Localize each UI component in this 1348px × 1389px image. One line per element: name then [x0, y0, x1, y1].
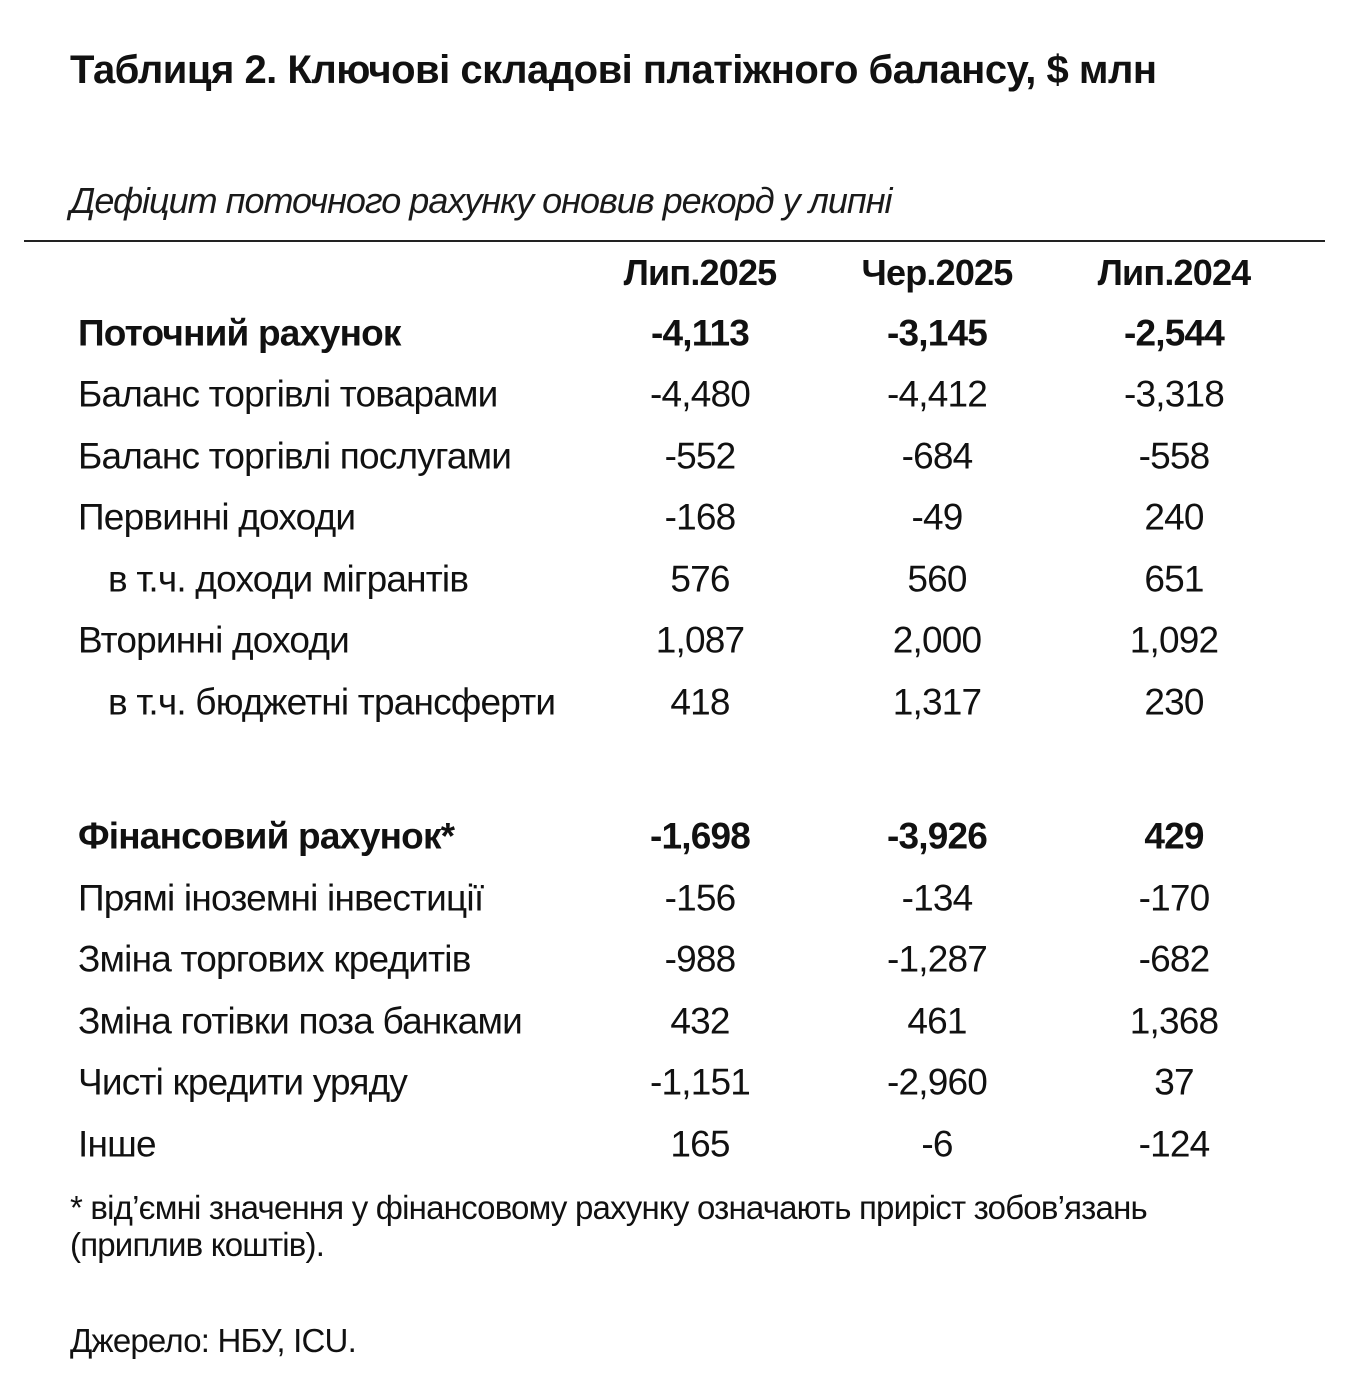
row-value: 1,368 — [1129, 1000, 1219, 1042]
row-value: -1,287 — [886, 938, 988, 980]
row-value: -3,318 — [1123, 373, 1225, 415]
table-row — [0, 990, 1348, 1052]
row-value: 418 — [670, 681, 730, 723]
row-value: -2,544 — [1123, 312, 1225, 354]
row-value: -988 — [664, 938, 736, 980]
row-label: Баланс торгівлі товарами — [78, 373, 498, 415]
column-header: Лип.2024 — [1097, 252, 1251, 293]
row-value: -1,698 — [649, 815, 751, 857]
row-label: в т.ч. доходи мігрантів — [108, 558, 469, 600]
row-value: -168 — [664, 496, 736, 538]
financial-account-total-row — [0, 806, 1348, 868]
row-value: 230 — [1144, 681, 1204, 723]
row-label: Фінансовий рахунок* — [78, 815, 455, 857]
row-label: Зміна торгових кредитів — [78, 938, 471, 980]
row-value: -4,412 — [886, 373, 988, 415]
row-value: -558 — [1138, 435, 1210, 477]
row-label: в т.ч. бюджетні трансферти — [108, 681, 556, 723]
table-title: Таблиця 2. Ключові складові платіжного балансу, $ млн — [70, 48, 1157, 92]
source-note: Джерело: НБУ, ICU. — [70, 1322, 356, 1359]
row-value: 651 — [1144, 558, 1204, 600]
row-value: 1,092 — [1129, 619, 1219, 661]
row-label: Зміна готівки поза банками — [78, 1000, 522, 1042]
row-value: 240 — [1144, 496, 1204, 538]
table-subtitle: Дефіцит поточного рахунку оновив рекорд у липні — [70, 180, 892, 221]
row-value: 429 — [1144, 815, 1204, 857]
table-row — [0, 487, 1348, 549]
row-value: 576 — [670, 558, 730, 600]
column-header-row — [0, 244, 1348, 302]
row-value: -552 — [664, 435, 736, 477]
row-value: -156 — [664, 877, 736, 919]
table-row — [0, 1052, 1348, 1114]
row-label: Баланс торгівлі послугами — [78, 435, 512, 477]
table-row — [0, 867, 1348, 929]
row-value: 37 — [1154, 1061, 1194, 1103]
table-row — [0, 671, 1348, 733]
row-label: Поточний рахунок — [78, 312, 401, 354]
table-row — [0, 929, 1348, 991]
row-value: -124 — [1138, 1123, 1210, 1165]
column-header: Лип.2025 — [623, 252, 777, 293]
row-value: 432 — [670, 1000, 730, 1042]
row-value: -170 — [1138, 877, 1210, 919]
column-header: Чер.2025 — [861, 252, 1013, 293]
row-label: Чисті кредити уряду — [78, 1061, 408, 1103]
row-label: Первинні доходи — [78, 496, 356, 538]
row-value: 165 — [670, 1123, 730, 1165]
row-value: -2,960 — [886, 1061, 988, 1103]
table-row — [0, 425, 1348, 487]
row-value: -49 — [911, 496, 963, 538]
row-value: 2,000 — [892, 619, 982, 661]
row-value: -682 — [1138, 938, 1210, 980]
table-row — [0, 610, 1348, 672]
row-label: Інше — [78, 1123, 156, 1165]
row-value: -3,926 — [886, 815, 988, 857]
table-row — [0, 548, 1348, 610]
row-label: Прямі іноземні інвестиції — [78, 877, 484, 919]
row-value: -134 — [901, 877, 973, 919]
table-row — [0, 1113, 1348, 1175]
row-value: -4,480 — [649, 373, 751, 415]
row-value: -6 — [921, 1123, 953, 1165]
current-account-total-row — [0, 302, 1348, 364]
row-value: 1,087 — [655, 619, 745, 661]
header-divider — [24, 240, 1325, 242]
footnote: * від’ємні значення у фінансовому рахунку означають приріст зобов’язань (приплив коштів). — [70, 1189, 1147, 1263]
section-spacer — [0, 733, 1348, 806]
row-label: Вторинні доходи — [78, 619, 350, 661]
row-value: 560 — [907, 558, 967, 600]
balance-of-payments-table — [0, 244, 1348, 1175]
row-value: -1,151 — [649, 1061, 751, 1103]
table-row — [0, 364, 1348, 426]
row-value: -684 — [901, 435, 973, 477]
row-value: 461 — [907, 1000, 967, 1042]
row-value: -4,113 — [650, 312, 750, 354]
row-value: -3,145 — [886, 312, 988, 354]
row-value: 1,317 — [892, 681, 982, 723]
